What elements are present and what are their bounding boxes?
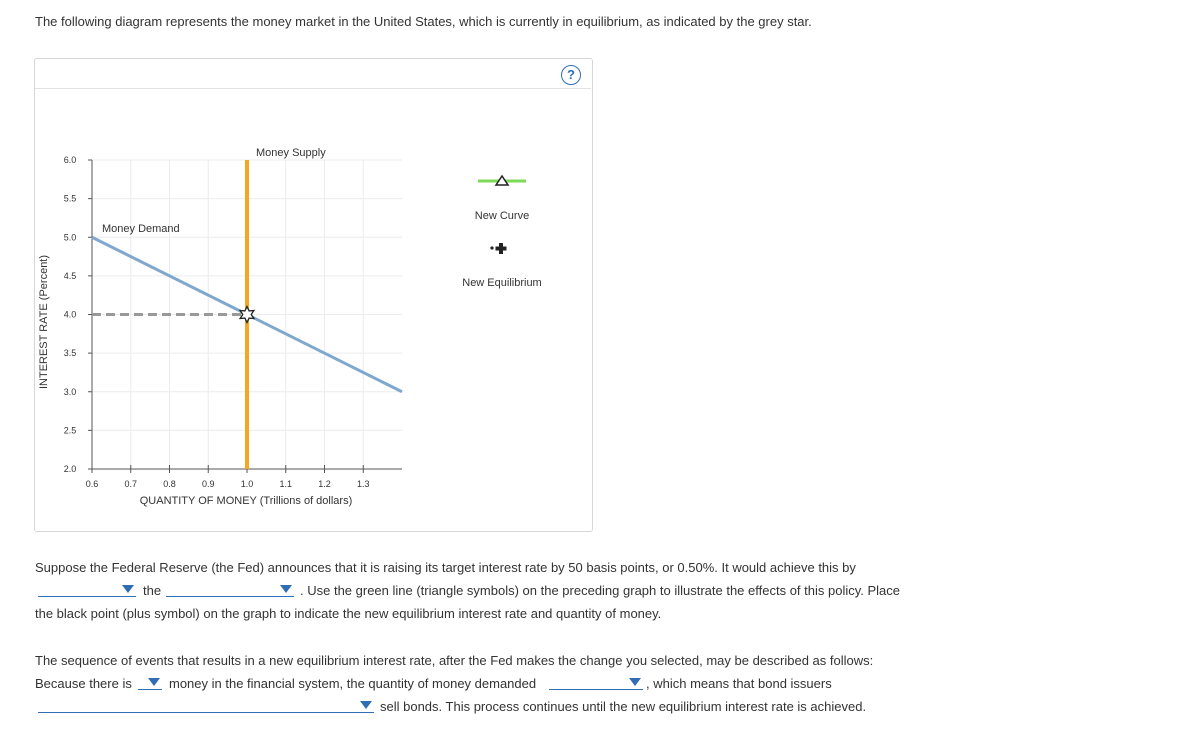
x-tick-label: 0.7: [124, 479, 138, 489]
new-equilibrium-tool[interactable]: [462, 243, 541, 289]
x-tick-label: 1.0: [240, 479, 254, 489]
sell-bonds-text: sell bonds. This process continues until the new equilibrium interest rate is achieved.: [380, 699, 867, 714]
new-curve-tool[interactable]: [475, 176, 529, 222]
x-tick-labels: [86, 479, 370, 489]
help-icon[interactable]: ?: [561, 65, 581, 85]
chevron-down-icon: [629, 678, 641, 686]
question1-line3: the black point (plus symbol) on the graph to indicate the new equilibrium interest rate and quantity of money.: [35, 606, 662, 621]
bond-issuers-dropdown[interactable]: [38, 698, 374, 713]
money-text: money in the financial system, the quantity of money demanded: [169, 676, 537, 691]
x-tick-label: 0.8: [163, 479, 176, 489]
y-tick-label: 5.5: [63, 193, 77, 204]
the-text: the: [143, 583, 162, 598]
x-tick-label: 1.2: [318, 479, 331, 489]
chevron-down-icon: [148, 678, 160, 686]
equilibrium-star-icon: [240, 307, 254, 323]
question1-line2: . Use the green line (triangle symbols) on the preceding graph to illustrate the effects of this policy. Place: [300, 583, 901, 598]
new-equilibrium-label: New Equilibrium: [462, 277, 542, 289]
chevron-down-icon: [360, 701, 372, 709]
which-means-text: , which means that bond issuers: [646, 676, 832, 691]
plus-icon: [496, 243, 507, 254]
y-tick-label: 2.0: [63, 464, 77, 474]
action-dropdown[interactable]: [38, 582, 136, 597]
money-amount-dropdown[interactable]: [138, 675, 162, 690]
x-tick-label: 0.9: [201, 479, 215, 489]
y-tick-label: 4.5: [63, 270, 77, 281]
y-tick-label: 5.0: [63, 232, 77, 243]
instrument-dropdown[interactable]: [166, 582, 294, 597]
dot-icon: [490, 246, 493, 249]
quantity-demanded-dropdown[interactable]: [549, 675, 643, 690]
y-axis-title: INTEREST RATE (Percent): [38, 254, 50, 390]
y-tick-label: 3.0: [63, 386, 77, 397]
x-tick-label: 1.1: [279, 479, 293, 489]
question2-line1: The sequence of events that results in a new equilibrium interest rate, after the Fed makes the change you selected, may be described as follows:: [35, 653, 874, 668]
x-axis-title: QUANTITY OF MONEY (Trillions of dollars): [139, 495, 353, 507]
x-tick-label: 1.3: [356, 479, 370, 489]
y-tick-label: 2.5: [63, 425, 77, 436]
x-tick-label: 0.6: [85, 479, 99, 489]
question1-line1: Suppose the Federal Reserve (the Fed) announces that it is raising its target interest rate by 50 basis points, or 0.50%. It would achieve this by: [35, 560, 856, 575]
money-demand-label: Money Demand: [102, 223, 180, 235]
money-supply-label: Money Supply: [256, 147, 326, 159]
y-tick-label: 3.5: [63, 348, 77, 359]
y-tick-label: 4.0: [63, 309, 77, 320]
y-tick-labels: [64, 155, 77, 474]
intro-text: The following diagram represents the money market in the United States, which is currently in equilibrium, as indicated by the grey star.: [35, 14, 812, 29]
chevron-down-icon: [122, 585, 134, 593]
because-text: Because there is: [35, 676, 132, 691]
y-tick-label: 6.0: [63, 155, 77, 165]
new-curve-label: New Curve: [474, 210, 530, 222]
chevron-down-icon: [280, 585, 292, 593]
